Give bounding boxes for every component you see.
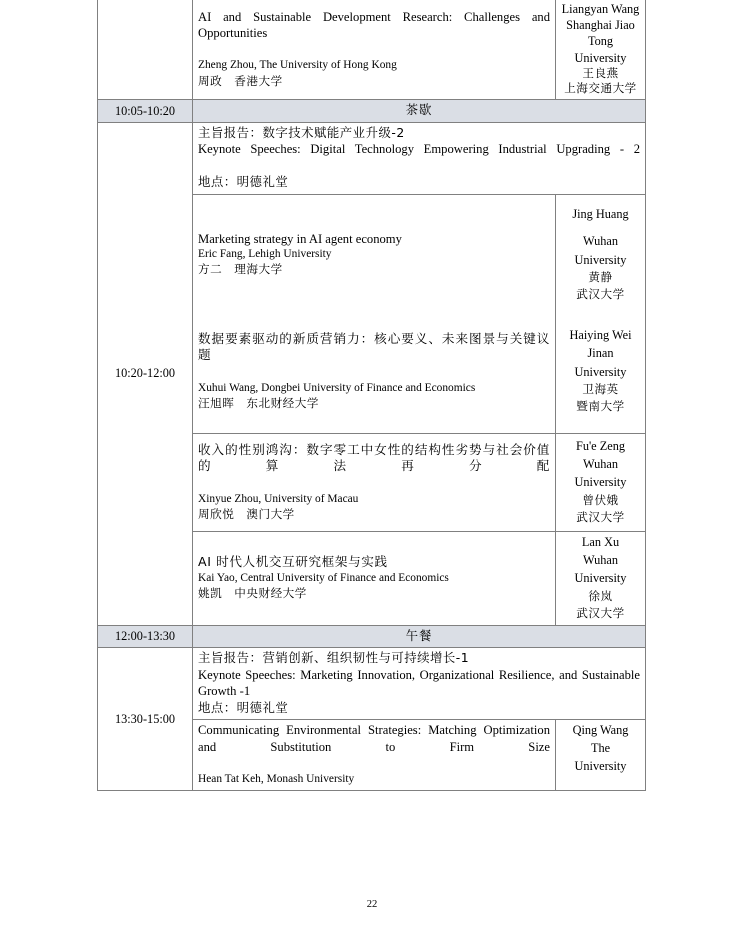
talk-title-cn: AI 时代人机交互研究框架与实践 <box>198 554 388 570</box>
session-2-header-en: Keynote Speeches: Digital Technology Empowering Industrial Upgrading - 2 <box>198 142 640 157</box>
host-affiliation-line-1: The <box>590 740 611 755</box>
session-2-venue-cn: 地点：明德礼堂 <box>198 174 289 190</box>
host-name-en: Haiying Wei <box>569 327 632 342</box>
talk-group-1-hosts <box>556 194 646 433</box>
talk-cell-marketing-strategy <box>198 197 550 312</box>
table-row-tea-break <box>98 100 646 122</box>
host-affiliation-cn: 武汉大学 <box>576 605 625 620</box>
session-3-time: 13:30-15:00 <box>98 648 193 791</box>
table-row-session-2 <box>98 122 646 194</box>
host-affiliation-en: Wuhan University <box>574 234 627 267</box>
talk-title-en: Communicating Environmental Strategies: Matching Optimization and Substitution to Firm Size <box>198 723 550 754</box>
tea-break-time: 10:05-10:20 <box>98 100 193 122</box>
host-cell-haiying-wei <box>561 312 640 430</box>
spacer <box>561 223 640 232</box>
talk-cell-environmental-strategies <box>193 720 556 791</box>
talk-speaker-affiliation-cn: 方二 理海大学 <box>198 262 283 277</box>
time-cell <box>98 0 193 100</box>
lunch-break-time: 12:00-13:30 <box>98 625 193 647</box>
talk-speaker-affiliation-en: Hean Tat Keh, Monash University <box>198 772 355 785</box>
talk-title-cn: 数据要素驱动的新质营销力：核心要义、未来图景与关键议题 <box>198 330 550 363</box>
host-affiliation-en: Jinan University <box>574 346 627 379</box>
tea-break-label <box>193 100 646 122</box>
tea-break-label-cn: 茶歇 <box>405 102 433 118</box>
table-row <box>98 0 646 100</box>
session-2-header-cn: 主旨报告：数字技术赋能产业升级-2 <box>198 124 405 140</box>
table-row-lunch-break <box>98 625 646 647</box>
host-name-en: Qing Wang <box>572 723 629 738</box>
host-affiliation-cn: 暨南大学 <box>576 399 625 414</box>
host-name-en: Liangyan Wang <box>561 2 640 16</box>
list-item <box>198 197 550 312</box>
list-item <box>561 197 640 312</box>
talk-group-1-content <box>193 194 556 433</box>
host-affiliation-en: Wuhan University <box>574 553 627 585</box>
session-3-venue-cn: 地点：明德礼堂 <box>198 699 289 715</box>
host-name-en: Jing Huang <box>572 206 629 221</box>
host-cell <box>556 0 646 100</box>
session-content-cell <box>193 0 556 100</box>
talk-group-1-host-inner-table <box>561 197 640 430</box>
talk-cell-hci-ai-era <box>193 531 556 625</box>
host-affiliation-cn: 上海交通大学 <box>564 81 637 96</box>
session-3-header-en: Keynote Speeches: Marketing Innovation, Organizational Resilience, and Sustainable Growth -1 <box>198 667 640 699</box>
talk-cell-data-elements <box>198 312 550 430</box>
list-item <box>198 312 550 430</box>
talk-title-cn: 收入的性别鸿沟：数字零工中女性的结构性劣势与社会价值的算法再分配 <box>198 441 550 474</box>
session-3-header-cn: 主旨报告：营销创新、组织韧性与可持续增长-1 <box>198 650 470 666</box>
session-2-header <box>193 122 646 194</box>
lunch-break-label-cn: 午餐 <box>405 627 433 643</box>
host-name-cn: 黄静 <box>588 270 613 285</box>
talk-title-en: AI and Sustainable Development Research: Challenges and Opportunities <box>198 9 550 41</box>
session-2-time: 10:20-12:00 <box>98 122 193 625</box>
host-cell-qing-wang <box>556 720 646 791</box>
host-cell-jing-huang <box>561 197 640 312</box>
talk-speaker-affiliation-cn: 周政 香港大学 <box>198 73 283 88</box>
lunch-break-label <box>193 625 646 647</box>
talk-group-1-inner-table <box>198 197 550 430</box>
host-name-cn: 王良燕 <box>582 65 619 80</box>
host-affiliation-cn: 武汉大学 <box>576 509 625 524</box>
talk-speaker-affiliation-en: Xinyue Zhou, University of Macau <box>198 492 359 505</box>
talk-cell-gender-income-gap <box>193 433 556 531</box>
list-item <box>561 312 640 430</box>
host-cell-lan-xu <box>556 531 646 625</box>
talk-speaker-affiliation-en: Eric Fang, Lehigh University <box>198 248 332 261</box>
host-name-en: Fu'e Zeng <box>575 439 625 454</box>
page-number: 22 <box>366 899 378 910</box>
talk-title-en: Marketing strategy in AI agent economy <box>198 231 402 246</box>
talk-speaker-affiliation-en: Kai Yao, Central University of Finance and Economics <box>198 571 449 584</box>
agenda-table <box>97 0 646 791</box>
host-name-cn: 徐岚 <box>588 588 613 603</box>
host-cell-fue-zeng <box>556 433 646 531</box>
host-name-cn: 卫海英 <box>582 382 619 397</box>
talk-speaker-affiliation-cn: 汪旭晖 东北财经大学 <box>198 395 319 410</box>
host-name-en: Lan Xu <box>581 535 620 550</box>
host-affiliation-cn: 武汉大学 <box>576 287 625 302</box>
host-affiliation-en: Shanghai Jiao Tong University <box>566 18 635 65</box>
host-affiliation-en: Wuhan University <box>574 457 627 489</box>
session-3-header <box>193 648 646 720</box>
talk-speaker-affiliation-cn: 姚凯 中央财经大学 <box>198 585 307 600</box>
host-name-cn: 曾伏娥 <box>582 492 619 507</box>
talk-speaker-affiliation-en: Zheng Zhou, The University of Hong Kong <box>198 59 397 72</box>
talk-speaker-affiliation-cn: 周欣悦 澳门大学 <box>198 506 295 521</box>
talk-speaker-affiliation-en: Xuhui Wang, Dongbei University of Finance and Economics <box>198 381 476 394</box>
host-affiliation-line-2: University <box>574 758 627 773</box>
table-row-session-3 <box>98 648 646 720</box>
